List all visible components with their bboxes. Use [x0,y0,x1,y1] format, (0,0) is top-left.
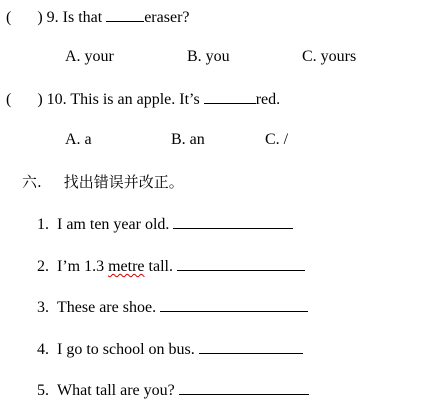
question-10 [6,89,280,110]
error-4-blank[interactable] [199,339,303,354]
section-6-number: 六. [22,173,42,191]
q9-option-b[interactable]: B. you [187,48,230,65]
q10-prefix: 10. This is an apple. It’s [46,91,204,108]
error-2-text-before: I’m 1.3 [57,258,109,275]
error-5-text: What tall are you? [57,382,179,399]
error-3-blank[interactable] [160,297,308,312]
q10-paren-open: ( [6,91,12,108]
error-2-number: 2. [37,258,49,275]
section-6-heading [22,172,184,193]
error-2-text-after: tall. [144,258,177,275]
question-9 [6,7,190,28]
q10-option-c[interactable]: C. / [265,131,289,148]
error-item-4 [37,339,303,360]
error-3-text: These are shoe. [57,299,161,316]
q9-option-c[interactable]: C. yours [302,48,357,65]
error-1-blank[interactable] [173,214,293,229]
error-item-1 [37,214,293,235]
q9-suffix: eraser? [144,9,190,26]
q10-blank[interactable] [204,89,256,104]
error-3-number: 3. [37,299,49,316]
q10-paren-close: ) [37,91,43,108]
section-6-title: 找出错误并改正。 [63,173,184,191]
error-1-number: 1. [37,216,49,233]
error-item-2 [37,256,305,277]
q9-blank[interactable] [106,7,144,22]
error-4-text: I go to school on bus. [57,341,199,358]
q9-paren-open: ( [6,9,12,26]
q10-suffix: red. [255,91,281,108]
q9-paren-close: ) [37,9,43,26]
error-5-number: 5. [37,382,49,399]
error-2-blank[interactable] [177,256,305,271]
error-item-5 [37,380,309,401]
error-2-flagged-word: metre [108,258,145,275]
q10-option-b[interactable]: B. an [171,131,205,148]
q9-prefix: 9. Is that [46,9,107,26]
error-1-text: I am ten year old. [57,216,174,233]
q10-option-a[interactable]: A. a [65,131,92,148]
q9-option-a[interactable]: A. your [65,48,114,65]
error-4-number: 4. [37,341,49,358]
error-item-3 [37,297,308,318]
error-5-blank[interactable] [179,380,309,395]
